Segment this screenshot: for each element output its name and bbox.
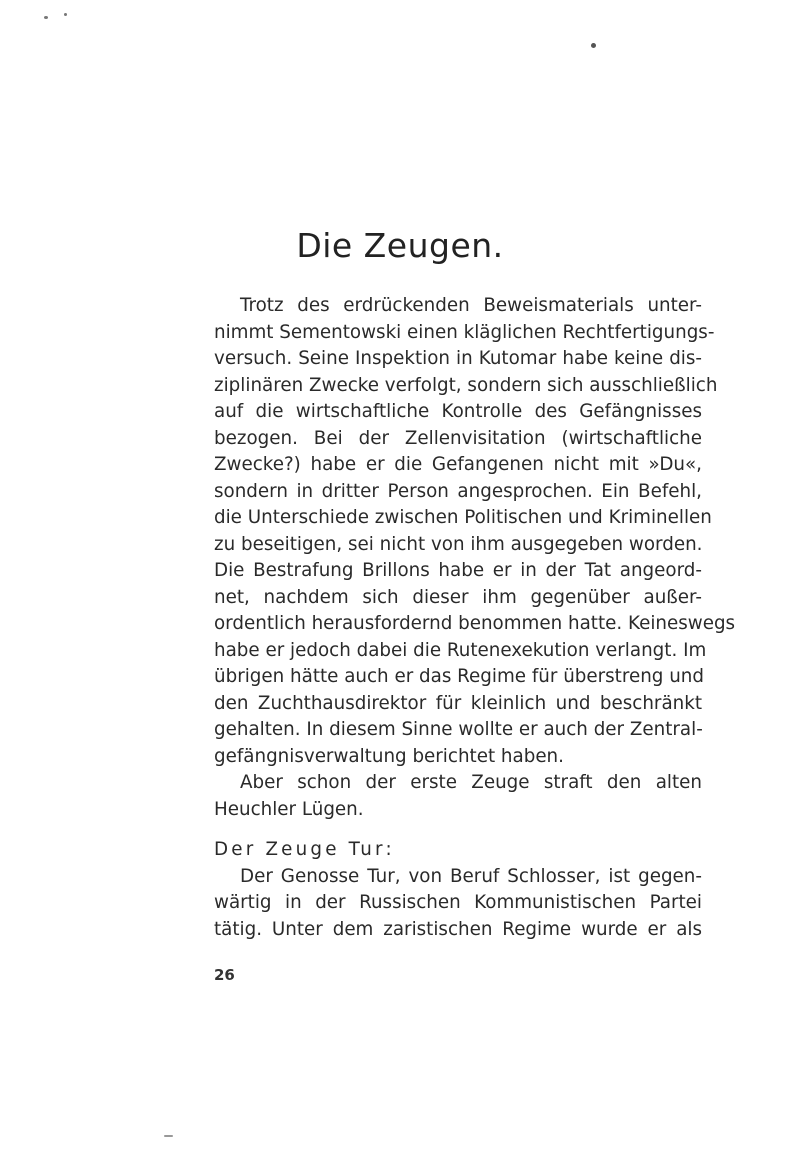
- text-line: übrigen hätte auch er das Regime für überstreng und: [214, 666, 704, 687]
- text-line: wärtig in der Russischen Kommunistischen Partei: [214, 892, 702, 913]
- scan-speck: [164, 1135, 173, 1137]
- text-line: bezogen. Bei der Zellenvisitation (wirtschaftliche: [214, 427, 702, 449]
- section-heading: Der Zeuge Tur:: [214, 839, 395, 860]
- text-line: net, nachdem sich dieser ihm gegenüber außer-: [214, 586, 702, 608]
- text-line: Heuchler Lügen.: [214, 798, 364, 820]
- text-line: Zwecke?) habe er die Gefangenen nicht mit »Du«,: [214, 454, 702, 475]
- text-line: ordentlich herausfordernd benommen hatte. Keineswegs: [214, 613, 736, 634]
- text-line: habe er jedoch dabei die Rutenexekution verlangt. Im: [214, 639, 707, 661]
- text-line: auf die wirtschaftliche Kontrolle des Gefängnisses: [214, 401, 702, 422]
- text-line: gehalten. In diesem Sinne wollte er auch der Zentral-: [214, 719, 703, 740]
- text-line: Der Genosse Tur, von Beruf Schlosser, ist gegen-: [240, 865, 702, 887]
- text-line: Aber schon der erste Zeuge straft den alten: [240, 772, 702, 793]
- text-line: nimmt Sementowski einen kläglichen Rechtfertigungs-: [214, 321, 715, 343]
- text-line: tätig. Unter dem zaristischen Regime wurde er als: [214, 918, 702, 940]
- text-line: Die Bestrafung Brillons habe er in der Tat angeord-: [214, 560, 702, 581]
- scan-speck: [64, 13, 67, 16]
- page-title: Die Zeugen.: [296, 226, 504, 265]
- text-line: ziplinären Zwecke verfolgt, sondern sich ausschließlich: [214, 374, 718, 396]
- page-number: 26: [214, 966, 235, 984]
- scan-speck: [44, 16, 48, 19]
- text-line: zu beseitigen, sei nicht von ihm ausgegeben worden.: [214, 533, 703, 555]
- text-line: sondern in dritter Person angesprochen. Ein Befehl,: [214, 480, 702, 502]
- text-line: die Unterschiede zwischen Politischen und Kriminellen: [214, 507, 712, 528]
- text-line: Trotz des erdrückenden Beweismaterials unter-: [240, 295, 702, 316]
- scan-speck: [591, 43, 596, 48]
- body-text: [214, 293, 736, 943]
- text-line: den Zuchthausdirektor für kleinlich und beschränkt: [214, 692, 702, 714]
- text-line: gefängnisverwaltung berichtet haben.: [214, 745, 564, 767]
- text-line: versuch. Seine Inspektion in Kutomar habe keine dis-: [214, 348, 702, 369]
